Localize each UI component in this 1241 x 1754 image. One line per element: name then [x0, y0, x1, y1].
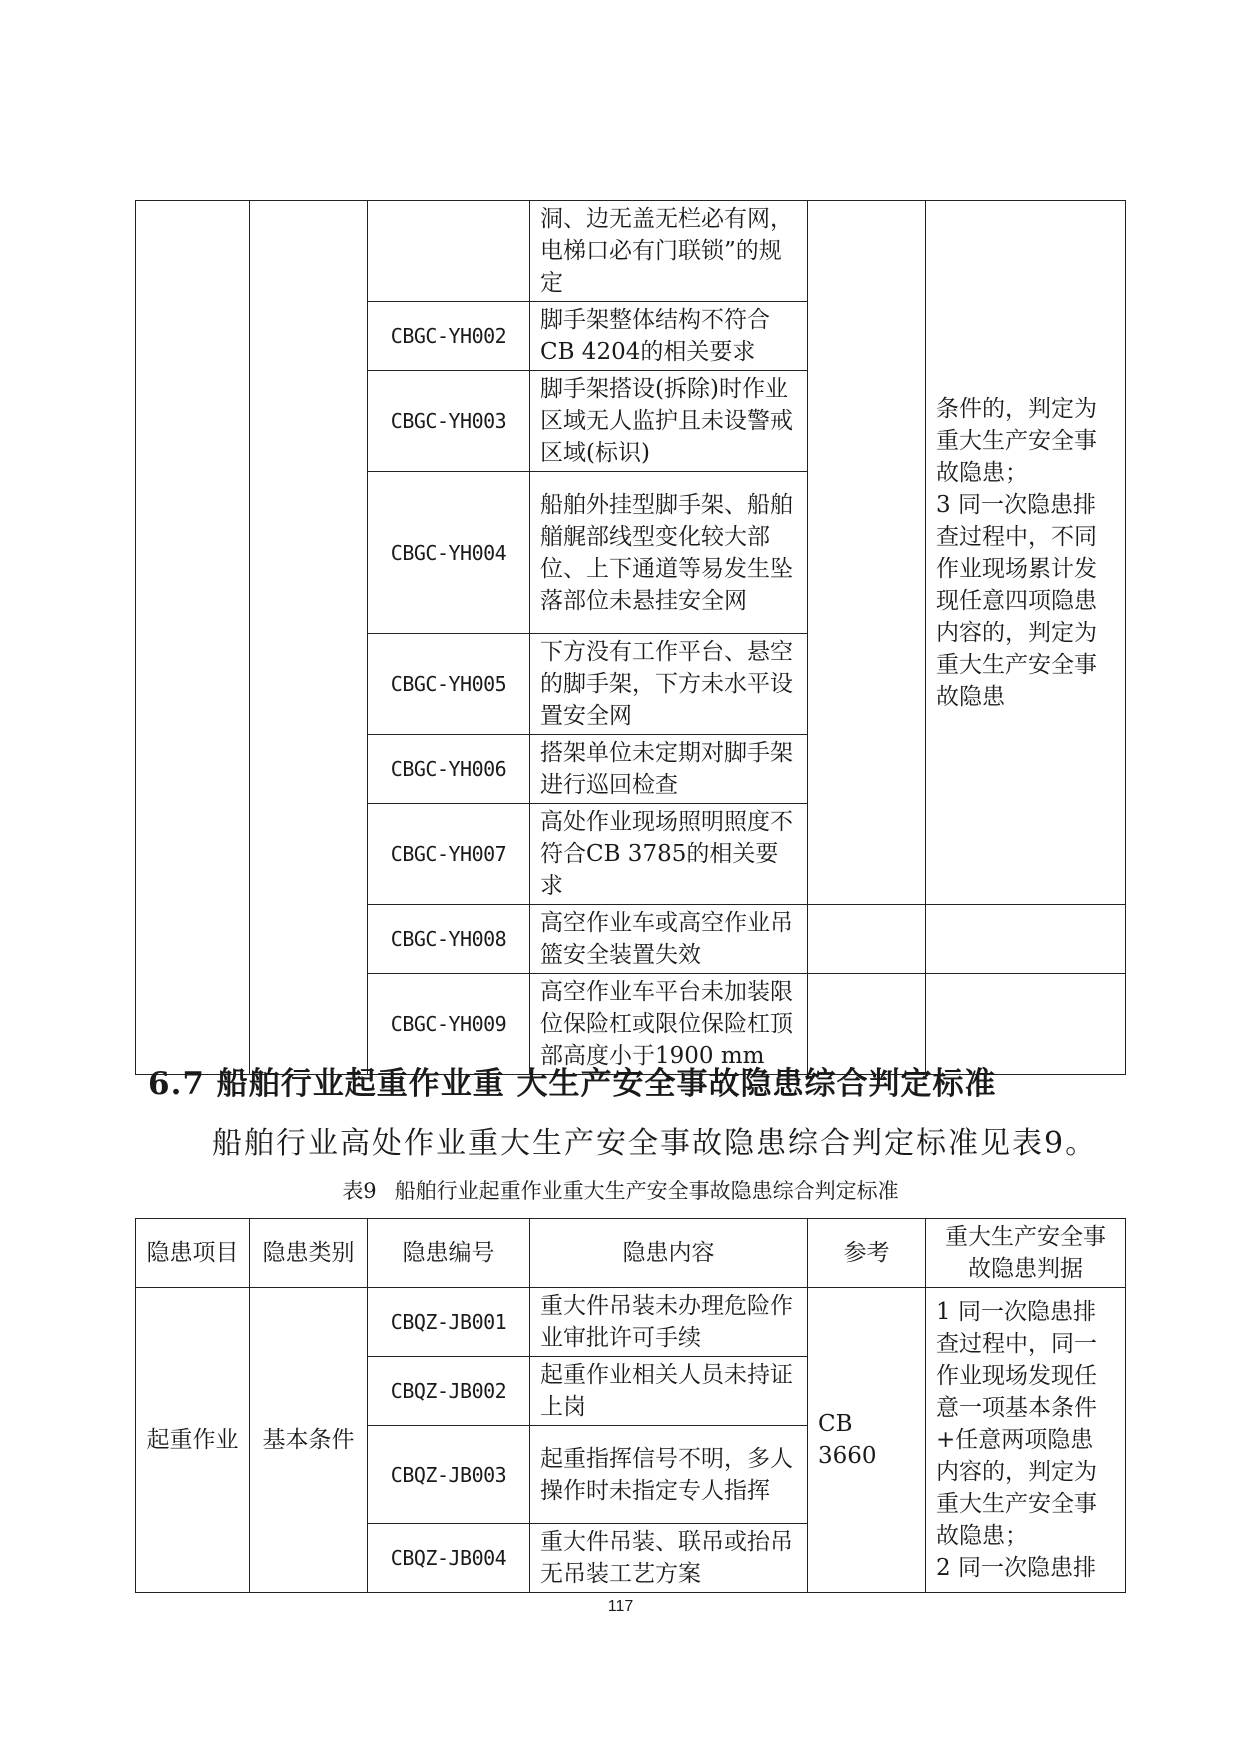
code-cell	[368, 201, 530, 302]
content-cell: 起重指挥信号不明，多人操作时未指定专人指挥	[530, 1426, 808, 1524]
code-cell: CBQZ-JB001	[368, 1288, 530, 1357]
code-cell: CBGC-YH002	[368, 302, 530, 371]
content-cell: 高处作业现场照明照度不符合CB 3785的相关要求	[530, 804, 808, 905]
judgment-cell: 条件的，判定为重大生产安全事故隐患； 3 同一次隐患排查过程中，不同作业现场累计发现任意四项隐患内容的，判定为重大生产安全事故隐患	[926, 201, 1126, 905]
hazard-table-continued	[135, 200, 1126, 1075]
content-cell: 脚手架整体结构不符合CB 4204的相关要求	[530, 302, 808, 371]
content-cell: 重大件吊装未办理危险作业审批许可手续	[530, 1288, 808, 1357]
code-cell: CBGC-YH005	[368, 634, 530, 735]
header-reference: 参考	[808, 1219, 926, 1288]
judgment-cell	[926, 905, 1126, 974]
content-cell: 高空作业车平台未加装限位保险杠或限位保险杠顶部高度小于1900 mm	[530, 974, 808, 1075]
code-cell: CBGC-YH004	[368, 472, 530, 634]
reference-cell	[808, 905, 926, 974]
category-cell: 基本条件	[250, 1288, 368, 1593]
code-cell: CBQZ-JB003	[368, 1426, 530, 1524]
intro-paragraph: 船舶行业高处作业重大生产安全事故隐患综合判定标准见表9。	[212, 1126, 1098, 1161]
code-cell: CBQZ-JB002	[368, 1357, 530, 1426]
page-number: 117	[607, 1598, 634, 1615]
content-cell: 船舶外挂型脚手架、船舶艏艉部线型变化较大部位、上下通道等易发生坠落部位未悬挂安全网	[530, 472, 808, 634]
content-cell: 起重作业相关人员未持证上岗	[530, 1357, 808, 1426]
caption-text: 船舶行业起重作业重大生产安全事故隐患综合判定标准	[394, 1179, 899, 1203]
header-judgment: 重大生产安全事故隐患判据	[926, 1219, 1126, 1288]
code-cell: CBGC-YH006	[368, 735, 530, 804]
content-cell: 洞、边无盖无栏必有网，电梯口必有门联锁”的规定	[530, 201, 808, 302]
hazard-table-9	[135, 1218, 1126, 1593]
judgment-cell: 1 同一次隐患排查过程中，同一作业现场发现任意一项基本条件+任意两项隐患内容的，判定为重大生产安全事故隐患； 2 同一次隐患排	[926, 1288, 1126, 1593]
section-title: 6.7 船舶行业起重作业重 大生产安全事故隐患综合判定标准	[148, 1066, 997, 1102]
content-cell: 重大件吊装、联吊或抬吊无吊装工艺方案	[530, 1524, 808, 1593]
content-cell: 高空作业车或高空作业吊篮安全装置失效	[530, 905, 808, 974]
reference-cell: CB 3660	[808, 1288, 926, 1593]
header-content: 隐患内容	[530, 1219, 808, 1288]
header-category: 隐患类别	[250, 1219, 368, 1288]
content-cell: 下方没有工作平台、悬空的脚手架，下方未水平设置安全网	[530, 634, 808, 735]
item-cell: 起重作业	[136, 1288, 250, 1593]
code-cell: CBGC-YH008	[368, 905, 530, 974]
header-code: 隐患编号	[368, 1219, 530, 1288]
category-cell-empty	[250, 201, 368, 1075]
table-caption	[0, 1175, 1241, 1205]
item-cell-empty	[136, 201, 250, 1075]
code-cell: CBGC-YH003	[368, 371, 530, 472]
code-cell: CBGC-YH009	[368, 974, 530, 1075]
caption-label: 表9	[342, 1179, 377, 1203]
header-item: 隐患项目	[136, 1219, 250, 1288]
code-cell: CBGC-YH007	[368, 804, 530, 905]
reference-cell	[808, 201, 926, 905]
content-cell: 搭架单位未定期对脚手架进行巡回检查	[530, 735, 808, 804]
code-cell: CBQZ-JB004	[368, 1524, 530, 1593]
content-cell: 脚手架搭设(拆除)时作业区域无人监护且未设警戒区域(标识)	[530, 371, 808, 472]
